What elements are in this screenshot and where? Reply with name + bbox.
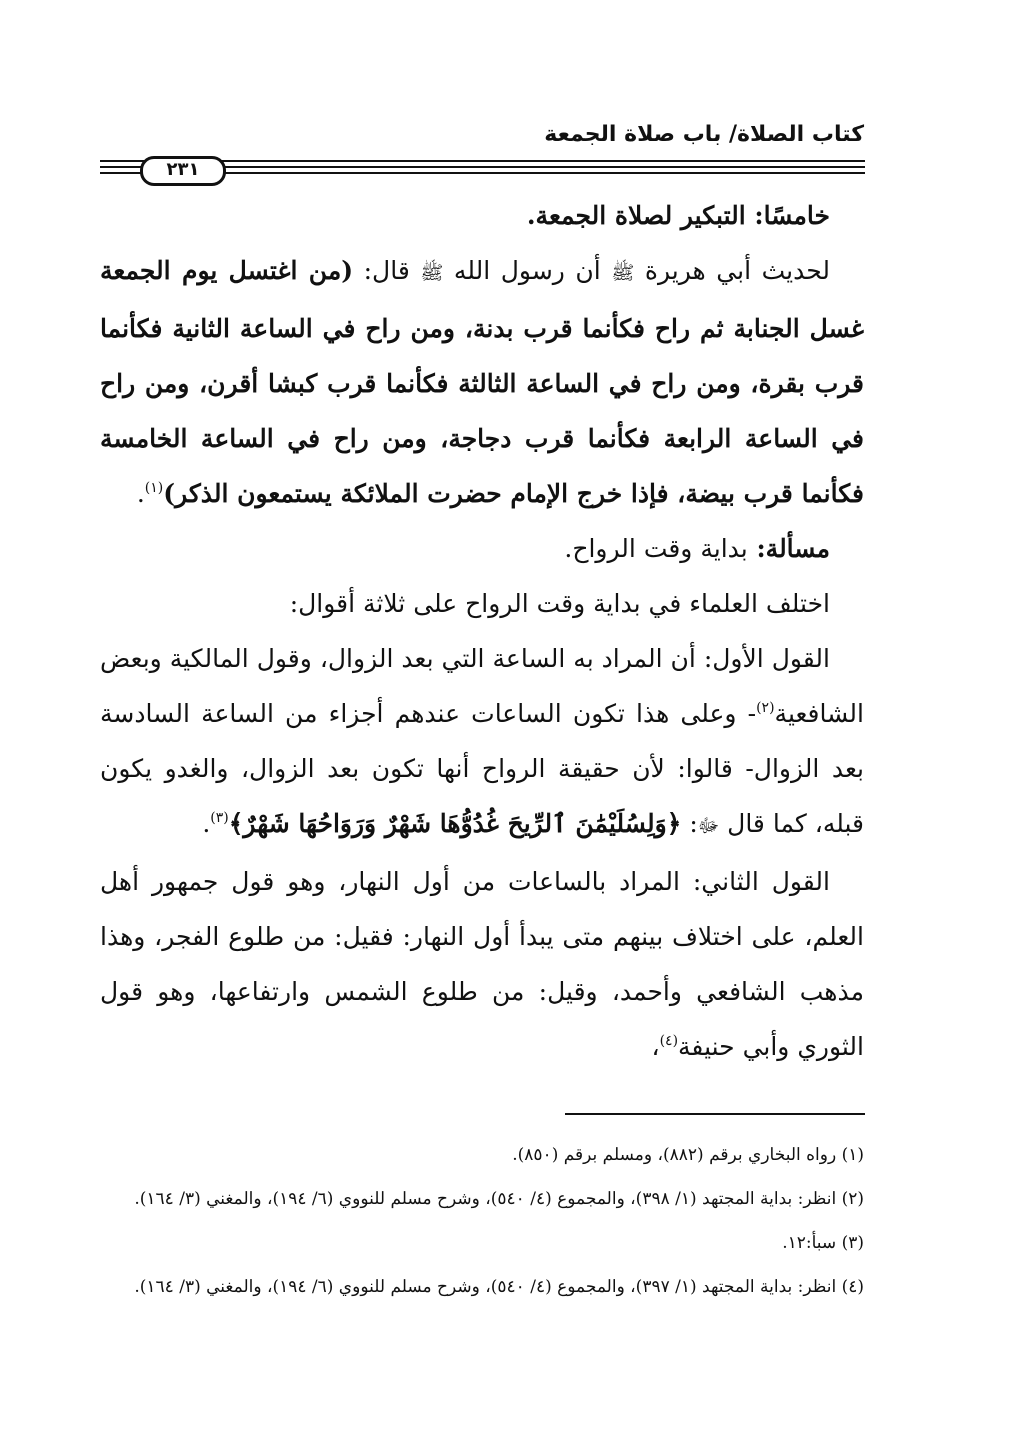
- qawl1-text-a: القول الأول: أن المراد به الساعة التي بعد الزوال، وقول المالكية وبعض الشافعية: [100, 644, 864, 728]
- footnote-separator: [565, 1113, 865, 1115]
- footnote-ref: (١): [144, 480, 164, 496]
- qawl1-text-c: :: [681, 809, 698, 838]
- section-heading: خامسًا: التبكير لصلاة الجمعة.: [526, 201, 830, 230]
- page-number: ٢٣١: [140, 156, 226, 186]
- footnote: (٤) انظر: بداية المجتهد (١/ ٣٩٧)، والمجموع (٤/ ٥٤٠)، وشرح مسلم للنووي (٦/ ١٩٤)، والمغني (٣/ ١٦٤).: [134, 1277, 864, 1297]
- hadith-end: .: [136, 479, 145, 508]
- honorific-symbol: ﷺ: [420, 262, 444, 284]
- qawl1-end: .: [202, 809, 211, 838]
- honorific-symbol: ﷻ: [697, 815, 720, 837]
- hadith-intro-3: قال:: [353, 256, 421, 285]
- qawl2-end: ،: [651, 1032, 660, 1061]
- ikhtilaf-paragraph: اختلف العلماء في بداية وقت الرواح على ثلاثة أقوال:: [289, 589, 830, 618]
- footnotes: [100, 1133, 864, 1309]
- masala-label: مسألة:: [747, 534, 830, 563]
- qawl2-text: القول الثاني: المراد بالساعات من أول النهار، وهو قول جمهور أهل العلم، على اختلاف بينهم متى يبدأ أول النهار: فقيل: من طلوع الفجر، وهذا مذهب الشافعي وأحمد، وقيل: من طلوع الشمس وارتفاعها، وهو قول الثوري وأبي حنيفة: [100, 867, 864, 1061]
- footnote-ref: (٢): [756, 700, 775, 716]
- honorific-symbol: ﷺ: [611, 262, 635, 284]
- masala-text: بداية وقت الرواح.: [564, 534, 748, 563]
- quran-verse: ﴿وَلِسُلَيْمَٰنَ ٱلرِّيحَ غُدُوُّهَا شَهْرٌ وَرَوَاحُهَا شَهْرٌ﴾: [228, 809, 682, 838]
- body-text: [100, 188, 864, 1074]
- running-title: كتاب الصلاة/ باب صلاة الجمعة: [544, 122, 864, 147]
- footnote-ref: (٣): [210, 810, 229, 826]
- hadith-text: (من اغتسل يوم الجمعة غسل الجنابة ثم راح فكأنما قرب بدنة، ومن راح في الساعة الثانية فكأنما قرب بقرة، ومن راح في الساعة الثالثة فكأنما قرب كبشا أقرن، ومن راح في الساعة الرابعة فكأنما قرب دجاجة، ومن راح في الساعة الخامسة فكأنما قرب بيضة، فإذا خرج الإمام حضرت الملائكة يستمعون الذكر): [100, 256, 864, 508]
- footnote: (٣) سبأ:١٢.: [782, 1233, 864, 1253]
- qawl2-paragraph: [100, 854, 864, 1074]
- footnote-ref: (٤): [659, 1033, 679, 1049]
- footnote: (١) رواه البخاري برقم (٨٨٢)، ومسلم برقم (٨٥٠).: [512, 1145, 864, 1165]
- hadith-intro: لحديث أبي هريرة: [634, 256, 830, 285]
- qawl1-text-b: - وعلى هذا تكون الساعات عندهم أجزاء من الساعة السادسة بعد الزوال- قالوا: لأن حقيقة الرواح أنها تكون بعد الزوال، والغدو يكون قبله، كما قال: [100, 699, 864, 838]
- header-rule: [100, 156, 865, 186]
- qawl1-paragraph: [100, 631, 864, 854]
- hadith-intro-2: أن رسول الله: [443, 256, 612, 285]
- masala-paragraph: [100, 521, 864, 576]
- hadith-paragraph: [100, 243, 864, 521]
- footnote: (٢) انظر: بداية المجتهد (١/ ٣٩٨)، والمجموع (٤/ ٥٤٠)، وشرح مسلم للنووي (٦/ ١٩٤)، والمغني (٣/ ١٦٤).: [134, 1189, 864, 1209]
